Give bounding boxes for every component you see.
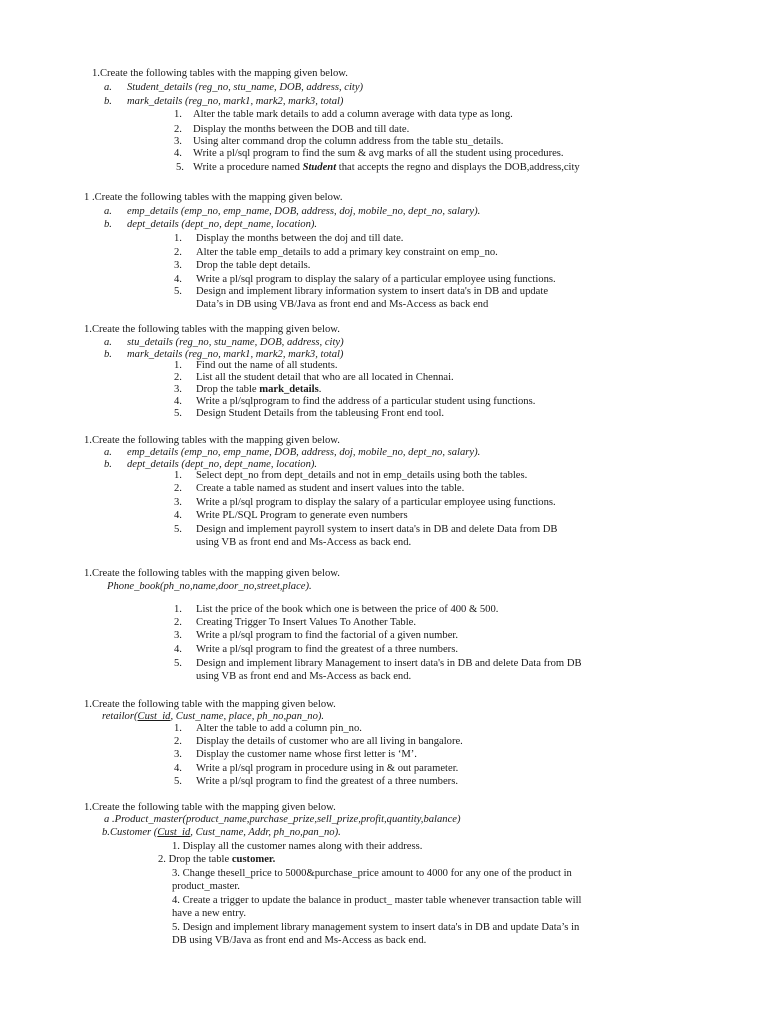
task-text: Drop the table dept details. — [196, 260, 311, 271]
task-text: Write a pl/sql program to find the greatest of a three numbers. — [196, 776, 458, 787]
table-definition: Student_details (reg_no, stu_name, DOB, address, city) — [127, 82, 364, 93]
task-text: Write a pl/sqlprogram to find the address of a particular student using functions. — [196, 396, 536, 407]
task-number: 2. — [174, 247, 182, 258]
table-name: mark_details — [259, 384, 319, 395]
task-text: Find out the name of all students. — [196, 360, 338, 371]
task-text: Using alter command drop the column address from the table stu_details. — [193, 136, 504, 147]
task-text-continued: have a new entry. — [172, 908, 247, 919]
task-text: Display the details of customer who are all living in bangalore. — [196, 736, 463, 747]
task-text-continued: using VB as front end and Ms-Access as back end. — [196, 671, 412, 682]
table-definition: stu_details (reg_no, stu_name, DOB, address, city) — [127, 337, 344, 348]
task-number: 4. — [174, 644, 182, 655]
primary-key: Cust_id — [157, 827, 191, 838]
table-marker: a. — [104, 337, 112, 348]
task-number: 3. — [174, 630, 182, 641]
table-marker: a. — [104, 447, 112, 458]
task-text: List the price of the book which one is between the price of 400 & 500. — [196, 604, 499, 615]
task-text: Create a table named as student and insert values into the table. — [196, 483, 465, 494]
task-number: 3. — [174, 136, 182, 147]
task-text: 2. Drop the table customer. — [158, 854, 276, 865]
task-number: 3. — [174, 497, 182, 508]
task-number: 1. — [174, 470, 182, 481]
table-marker: a. — [104, 82, 112, 93]
task-text: 3. Change thesell_price to 5000&purchase_price amount to 4000 for any one of the product in — [172, 868, 572, 879]
table-marker: a. — [104, 206, 112, 217]
task-text: Display the months between the DOB and till date. — [193, 124, 410, 135]
task-number: 5. — [176, 162, 184, 173]
task-text: Creating Trigger To Insert Values To Another Table. — [196, 617, 417, 628]
table-definition: a .Product_master(product_name,purchase_prize,sell_prize,profit,quantity,balance) — [104, 814, 461, 825]
task-text: 1. Display all the customer names along with their address. — [172, 841, 423, 852]
task-number: 5. — [174, 286, 182, 297]
task-text-continued: Data’s in DB using VB/Java as front end and Ms-Access as back end — [196, 299, 489, 310]
task-text: Design Student Details from the tableusing Front end tool. — [196, 408, 445, 419]
section-4-heading: 1.Create the following tables with the mapping given below. — [84, 435, 340, 446]
table-definition: b.Customer (Cust_id, Cust_name, Addr, ph_no,pan_no). — [102, 827, 341, 838]
table-definition: emp_details (emp_no, emp_name, DOB, address, doj, mobile_no, dept_no, salary). — [127, 447, 481, 458]
procedure-name: Student — [302, 162, 337, 173]
table-definition: emp_details (emp_no, emp_name, DOB, address, doj, mobile_no, dept_no, salary). — [127, 206, 481, 217]
task-number: 4. — [174, 763, 182, 774]
task-text: 5. Design and implement library management system to insert data's in DB and update Data’s in — [172, 922, 580, 933]
task-text: Alter the table to add a column pin_no. — [196, 723, 362, 734]
section-7-heading: 1.Create the following table with the mapping given below. — [84, 802, 336, 813]
task-text: Alter the table mark details to add a column average with data type as long. — [193, 109, 513, 120]
table-definition: mark_details (reg_no, mark1, mark2, mark3, total) — [127, 96, 344, 107]
task-text: Write a procedure named Student that accepts the regno and displays the DOB,address,city — [193, 162, 580, 173]
task-number: 1. — [174, 360, 182, 371]
task-text: Write a pl/sql program to display the salary of a particular employee using functions. — [196, 274, 556, 285]
table-marker: b. — [104, 349, 112, 360]
task-text-continued: DB using VB/Java as front end and Ms-Access as back end. — [172, 935, 427, 946]
table-marker: b. — [104, 96, 112, 107]
task-text-continued: product_master. — [172, 881, 240, 892]
table-definition: dept_details (dept_no, dept_name, location). — [127, 219, 318, 230]
task-text: Drop the table mark_details. — [196, 384, 322, 395]
table-marker: b. — [104, 459, 112, 470]
task-text: Alter the table emp_details to add a primary key constraint on emp_no. — [196, 247, 498, 258]
task-number: 4. — [174, 396, 182, 407]
section-6-heading: 1.Create the following table with the mapping given below. — [84, 699, 336, 710]
task-number: 3. — [174, 384, 182, 395]
task-text: Display the months between the doj and till date. — [196, 233, 404, 244]
task-number: 2. — [174, 736, 182, 747]
task-text: Write a pl/sql program to find the factorial of a given number. — [196, 630, 458, 641]
task-number: 5. — [174, 408, 182, 419]
task-text: Write PL/SQL Program to generate even numbers — [196, 510, 408, 521]
table-definition: dept_details (dept_no, dept_name, location). — [127, 459, 318, 470]
task-text: Design and implement library Management to insert data's in DB and delete Data from DB — [196, 658, 582, 669]
table-definition: retailor(Cust_id, Cust_name, place, ph_no,pan_no). — [102, 711, 325, 722]
task-number: 4. — [174, 148, 182, 159]
task-number: 3. — [174, 260, 182, 271]
task-number: 2. — [174, 483, 182, 494]
task-text: Write a pl/sql program to display the salary of a particular employee using functions. — [196, 497, 556, 508]
task-text: Display the customer name whose first letter is ‘M’. — [196, 749, 417, 760]
task-number: 1. — [174, 109, 182, 120]
task-text: List all the student detail that who are all located in Chennai. — [196, 372, 454, 383]
task-text: Write a pl/sql program to find the sum & avg marks of all the student using procedures. — [193, 148, 564, 159]
task-number: 2. — [174, 124, 182, 135]
task-number: 2. — [174, 617, 182, 628]
task-number: 5. — [174, 524, 182, 535]
primary-key: Cust_id — [137, 711, 171, 722]
task-number: 4. — [174, 510, 182, 521]
section-1-heading: 1.Create the following tables with the mapping given below. — [92, 68, 348, 79]
task-number: 1. — [174, 723, 182, 734]
task-text-continued: using VB as front end and Ms-Access as back end. — [196, 537, 412, 548]
section-3-heading: 1.Create the following tables with the mapping given below. — [84, 324, 340, 335]
task-number: 5. — [174, 658, 182, 669]
task-text: Design and implement payroll system to insert data's in DB and delete Data from DB — [196, 524, 558, 535]
task-text: Select dept_no from dept_details and not in emp_details using both the tables. — [196, 470, 528, 481]
task-text: Design and implement library information system to insert data's in DB and update — [196, 286, 549, 297]
task-number: 1. — [174, 604, 182, 615]
task-number: 2. — [174, 372, 182, 383]
task-text: 4. Create a trigger to update the balance in product_ master table whenever transaction table will — [172, 895, 582, 906]
task-number: 4. — [174, 274, 182, 285]
section-5-heading: 1.Create the following tables with the mapping given below. — [84, 568, 340, 579]
table-definition: Phone_book(ph_no,name,door_no,street,place). — [107, 581, 312, 592]
task-text: Write a pl/sql program in procedure using in & out parameter. — [196, 763, 459, 774]
section-2-heading: 1 .Create the following tables with the mapping given below. — [84, 192, 343, 203]
task-text: Write a pl/sql program to find the greatest of a three numbers. — [196, 644, 458, 655]
task-number: 1. — [174, 233, 182, 244]
table-name: customer. — [231, 854, 276, 865]
task-number: 5. — [174, 776, 182, 787]
table-definition: mark_details (reg_no, mark1, mark2, mark3, total) — [127, 349, 344, 360]
task-number: 3. — [174, 749, 182, 760]
table-marker: b. — [104, 219, 112, 230]
